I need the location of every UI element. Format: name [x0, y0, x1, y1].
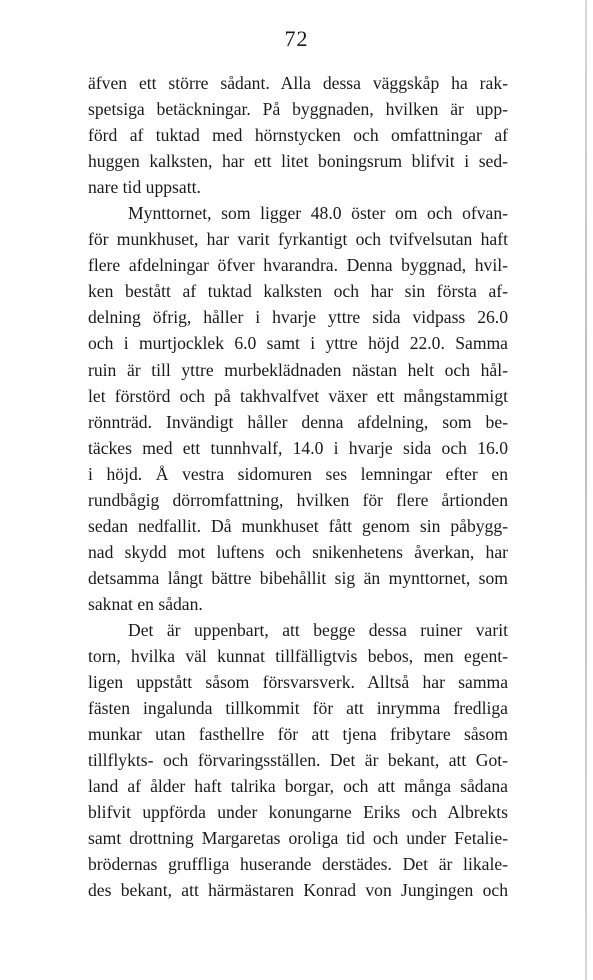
text-line: des bekant, att härmästaren Konrad von Jungingen och	[88, 880, 508, 901]
text-line: blifvit uppförda under konungarne Eriks och Albrekts	[88, 802, 508, 823]
text-line: rönnträd. Invändigt håller denna afdelning, som be-	[88, 411, 508, 432]
text-line: torn, hvilka väl kunnat tillfälligtvis bebos, men egent-	[88, 646, 508, 667]
text-line: brödernas gruffliga huserande derstädes. Det är likale-	[88, 854, 508, 875]
text-line: förd af tuktad med hörnstycken och omfattningar af	[88, 125, 508, 146]
text-line: nare tid uppsatt.	[88, 177, 201, 198]
text-line: ken bestått af tuktad kalksten och har sin första af-	[88, 281, 508, 302]
text-line: tillflykts- och förvaringsställen. Det är bekant, att Got-	[88, 750, 508, 771]
text-line: i höjd. Å vestra sidomuren ses lemningar efter en	[88, 463, 508, 484]
text-line: spetsiga betäckningar. På byggnaden, hvilken är upp-	[88, 99, 508, 120]
text-line: fästen ingalunda tillkommit för att inrymma fredliga	[88, 698, 508, 719]
text-line: detsamma långt bättre bibehållit sig än mynttornet, som	[88, 567, 508, 588]
page-number: 72	[284, 26, 309, 51]
text-line: ruin är till yttre murbeklädnaden nästan helt och hål-	[88, 359, 508, 380]
body-text	[88, 70, 508, 904]
text-line: land af ålder haft talrika borgar, och att många sådana	[88, 776, 508, 797]
text-line: för munkhuset, har varit fyrkantigt och tvifvelsutan haft	[88, 229, 508, 250]
text-line: delning öfrig, håller i hvarje yttre sida vidpass 26.0	[88, 307, 508, 328]
text-line: samt drottning Margaretas oroliga tid och under Fetalie-	[88, 828, 508, 849]
text-line: äfven ett större sådant. Alla dessa väggskåp ha rak-	[88, 73, 508, 93]
text-line: sedan nedfallit. Då munkhuset fått genom sin påbygg-	[88, 515, 508, 536]
text-line: nad skydd mot luftens och snikenhetens åverkan, har	[88, 541, 508, 562]
text-line: let förstörd och på takhvalfvet växer ett mångstammigt	[88, 385, 508, 406]
text-line: saknat en sådan.	[88, 593, 203, 614]
page-edge	[585, 0, 587, 980]
text-line: Det är uppenbart, att begge dessa ruiner varit	[128, 619, 508, 640]
text-line: huggen kalksten, har ett litet boningsrum blifvit i sed-	[88, 151, 508, 172]
text-line: rundbågig dörromfattning, hvilken för flere årtionden	[88, 489, 508, 510]
text-line: munkar utan fasthellre för att tjena fribytare såsom	[88, 724, 508, 745]
text-line: ligen uppstått såsom försvarsverk. Alltså har samma	[88, 672, 508, 693]
text-line: täckes med ett tunnhvalf, 14.0 i hvarje sida och 16.0	[88, 437, 508, 458]
text-line: flere afdelningar öfver hvarandra. Denna byggnad, hvil-	[88, 255, 508, 276]
text-line: Mynttornet, som ligger 48.0 öster om och ofvan-	[128, 203, 508, 224]
text-line: och i murtjocklek 6.0 samt i yttre höjd 22.0. Samma	[88, 333, 508, 354]
